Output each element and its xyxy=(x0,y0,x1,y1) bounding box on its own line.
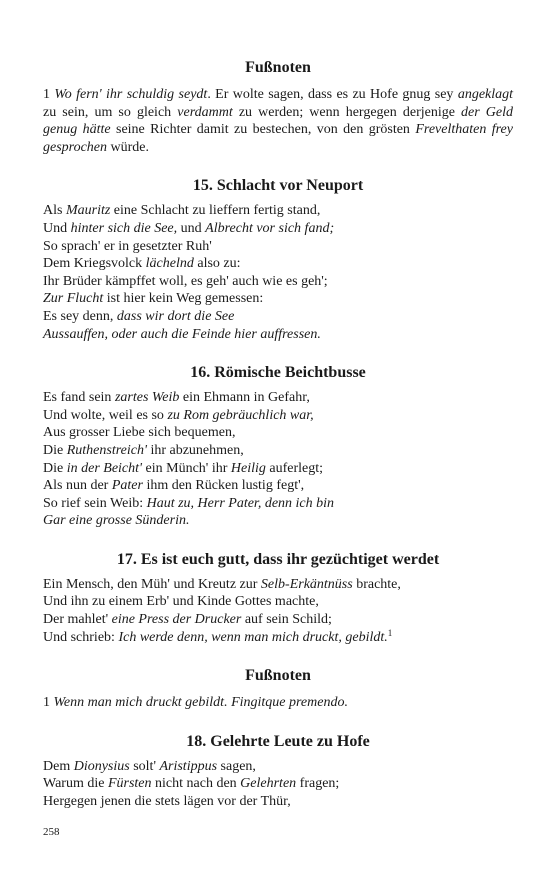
italic-run: Gar eine grosse Sünderin. xyxy=(43,513,190,529)
verse-line xyxy=(43,460,513,478)
text-run: auferlegt; xyxy=(265,460,324,476)
text-run: ihm den Rücken lustig fegt', xyxy=(142,478,305,494)
italic-run: Selb-Erkäntnüss xyxy=(260,576,353,592)
verse-line xyxy=(43,512,513,530)
italic-run: angeklagt xyxy=(457,87,514,102)
italic-run: Haut zu, Herr Pater, denn ich bin xyxy=(146,495,335,511)
text-run: Es fand sein xyxy=(43,390,115,406)
text-run: seine Richter damit zu bestechen, von den grösten xyxy=(110,122,416,138)
poem-15-body xyxy=(43,202,513,343)
text-run: Ihr Brüder kämpffet woll, es geh' auch wie es geh'; xyxy=(43,273,328,289)
italic-run: Ruthenstreich' xyxy=(66,442,147,458)
text-run: 1 xyxy=(43,87,55,102)
verse-line xyxy=(43,629,513,647)
text-run: Als nun der xyxy=(43,478,112,494)
text-run: Und xyxy=(43,220,71,236)
text-run: sagen, xyxy=(217,758,256,774)
italic-run: Pater xyxy=(111,478,143,494)
footnote-ref: 1 xyxy=(387,627,393,638)
italic-run: Mauritz xyxy=(65,203,111,219)
text-run: Dem Kriegsvolck xyxy=(43,256,146,272)
verse-line xyxy=(43,424,513,442)
text-run: Die xyxy=(43,442,67,458)
text-run: 1 xyxy=(43,695,54,711)
text-run: Und schrieb: xyxy=(43,629,119,645)
verse-line xyxy=(43,793,513,811)
verse-line xyxy=(43,290,513,308)
text-run: nicht nach den xyxy=(151,776,241,792)
poem-18-title: 18. Gelehrte Leute zu Hofe xyxy=(186,732,370,750)
italic-run: Aristippus xyxy=(159,758,218,774)
text-run: Die xyxy=(43,460,67,476)
page-number: 258 xyxy=(43,826,60,838)
poem-16-body xyxy=(43,389,513,530)
verse-line xyxy=(43,593,513,611)
text-run: zu werden; wenn hergegen derjenige xyxy=(232,104,462,120)
text-run: Und wolte, weil es so xyxy=(43,407,168,423)
page-body xyxy=(43,58,513,811)
text-run: . Er wolte sagen, dass es zu Hofe gnug sey xyxy=(207,87,458,102)
poem-18-body xyxy=(43,758,513,811)
italic-run: lächelnd xyxy=(145,256,194,272)
text-run: Ein Mensch, den Müh' und Kreutz zur xyxy=(43,576,261,592)
verse-line xyxy=(43,477,513,495)
text-run: ist hier kein Weg gemessen: xyxy=(103,291,264,307)
poem-17-title: 17. Es ist euch gutt, dass ihr gezüchtiget werdet xyxy=(116,550,440,568)
italic-run: Heilig xyxy=(230,460,266,476)
italic-run: Wenn man mich druckt gebildt. Fingitque premendo. xyxy=(53,695,348,711)
verse-line xyxy=(43,576,513,594)
text-run: So rief sein Weib: xyxy=(43,495,147,511)
verse-line xyxy=(43,326,513,344)
verse-line xyxy=(43,308,513,326)
verse-line xyxy=(43,202,513,220)
text-run: Es sey denn, xyxy=(43,308,117,324)
verse-line xyxy=(43,255,513,273)
italic-run: Zur Flucht xyxy=(43,291,104,307)
italic-run: Frevelthaten frey gesprochen xyxy=(43,122,513,155)
text-run: Hergegen jenen die stets lägen vor der Thür, xyxy=(43,794,291,810)
text-run: also zu: xyxy=(193,256,241,272)
italic-run: Gelehrten xyxy=(240,776,297,792)
text-run: Dem xyxy=(43,758,74,774)
verse-line xyxy=(43,611,513,629)
text-run: Warum die xyxy=(43,776,108,792)
italic-run: Albrecht vor sich fand; xyxy=(205,220,335,236)
text-run: ihr abzunehmen, xyxy=(146,442,244,458)
text-run: ein Ehmann in Gefahr, xyxy=(179,390,310,406)
text-run: fragen; xyxy=(296,776,340,792)
footnotes-heading-2: Fußnoten xyxy=(245,667,311,685)
text-run: zu sein, um so gleich xyxy=(43,104,178,120)
footnote-1-text xyxy=(43,86,513,156)
text-run: eine Schlacht zu lieffern fertig stand, xyxy=(110,203,321,219)
verse-line xyxy=(43,220,513,238)
verse-line xyxy=(43,758,513,776)
italic-run: Fürsten xyxy=(107,776,152,792)
text-run: und xyxy=(177,220,206,236)
text-run: Der mahlet' xyxy=(43,612,112,628)
text-run: ein Münch' ihr xyxy=(142,460,231,476)
italic-run: hinter sich die See, xyxy=(70,220,178,236)
text-run: solt' xyxy=(129,758,160,774)
italic-run: Aussauffen, oder auch die Feinde hier auffressen. xyxy=(43,326,321,342)
verse-line xyxy=(43,389,513,407)
poem-15-title: 15. Schlacht vor Neuport xyxy=(192,177,364,195)
text-run: brachte, xyxy=(352,576,401,592)
verse-line xyxy=(43,238,513,256)
verse-line xyxy=(43,442,513,460)
text-run: Aus grosser Liebe sich bequemen, xyxy=(43,425,236,441)
italic-run: in der Beicht' xyxy=(66,460,143,476)
italic-run: zartes Weib xyxy=(114,390,180,406)
italic-run: Dionysius xyxy=(73,758,130,774)
verse-line xyxy=(43,775,513,793)
poem-17-body xyxy=(43,576,513,646)
italic-run: verdammt xyxy=(177,104,233,120)
verse-line xyxy=(43,495,513,513)
italic-run: der Geld genug hätte xyxy=(43,104,513,138)
footnotes-heading-1: Fußnoten xyxy=(245,59,311,76)
text-run: würde. xyxy=(107,139,150,155)
italic-run: zu Rom gebräuchlich war, xyxy=(167,407,314,423)
text-run: So sprach' er in gesetzter Ruh' xyxy=(43,238,212,254)
italic-run: dass wir dort die See xyxy=(116,308,235,324)
text-run: Als xyxy=(43,203,66,219)
verse-line xyxy=(43,273,513,291)
italic-run: Wo fern' ihr schuldig seydt xyxy=(54,87,208,102)
footnote-2-text xyxy=(43,694,513,712)
italic-run: Ich werde denn, wenn man mich druckt, gebildt. xyxy=(118,629,388,645)
italic-run: eine Press der Drucker xyxy=(111,612,242,628)
poem-16-title: 16. Römische Beichtbusse xyxy=(190,364,366,382)
verse-line xyxy=(43,407,513,425)
text-run: auf sein Schild; xyxy=(241,612,332,628)
text-run: Und ihn zu einem Erb' und Kinde Gottes machte, xyxy=(43,594,319,610)
